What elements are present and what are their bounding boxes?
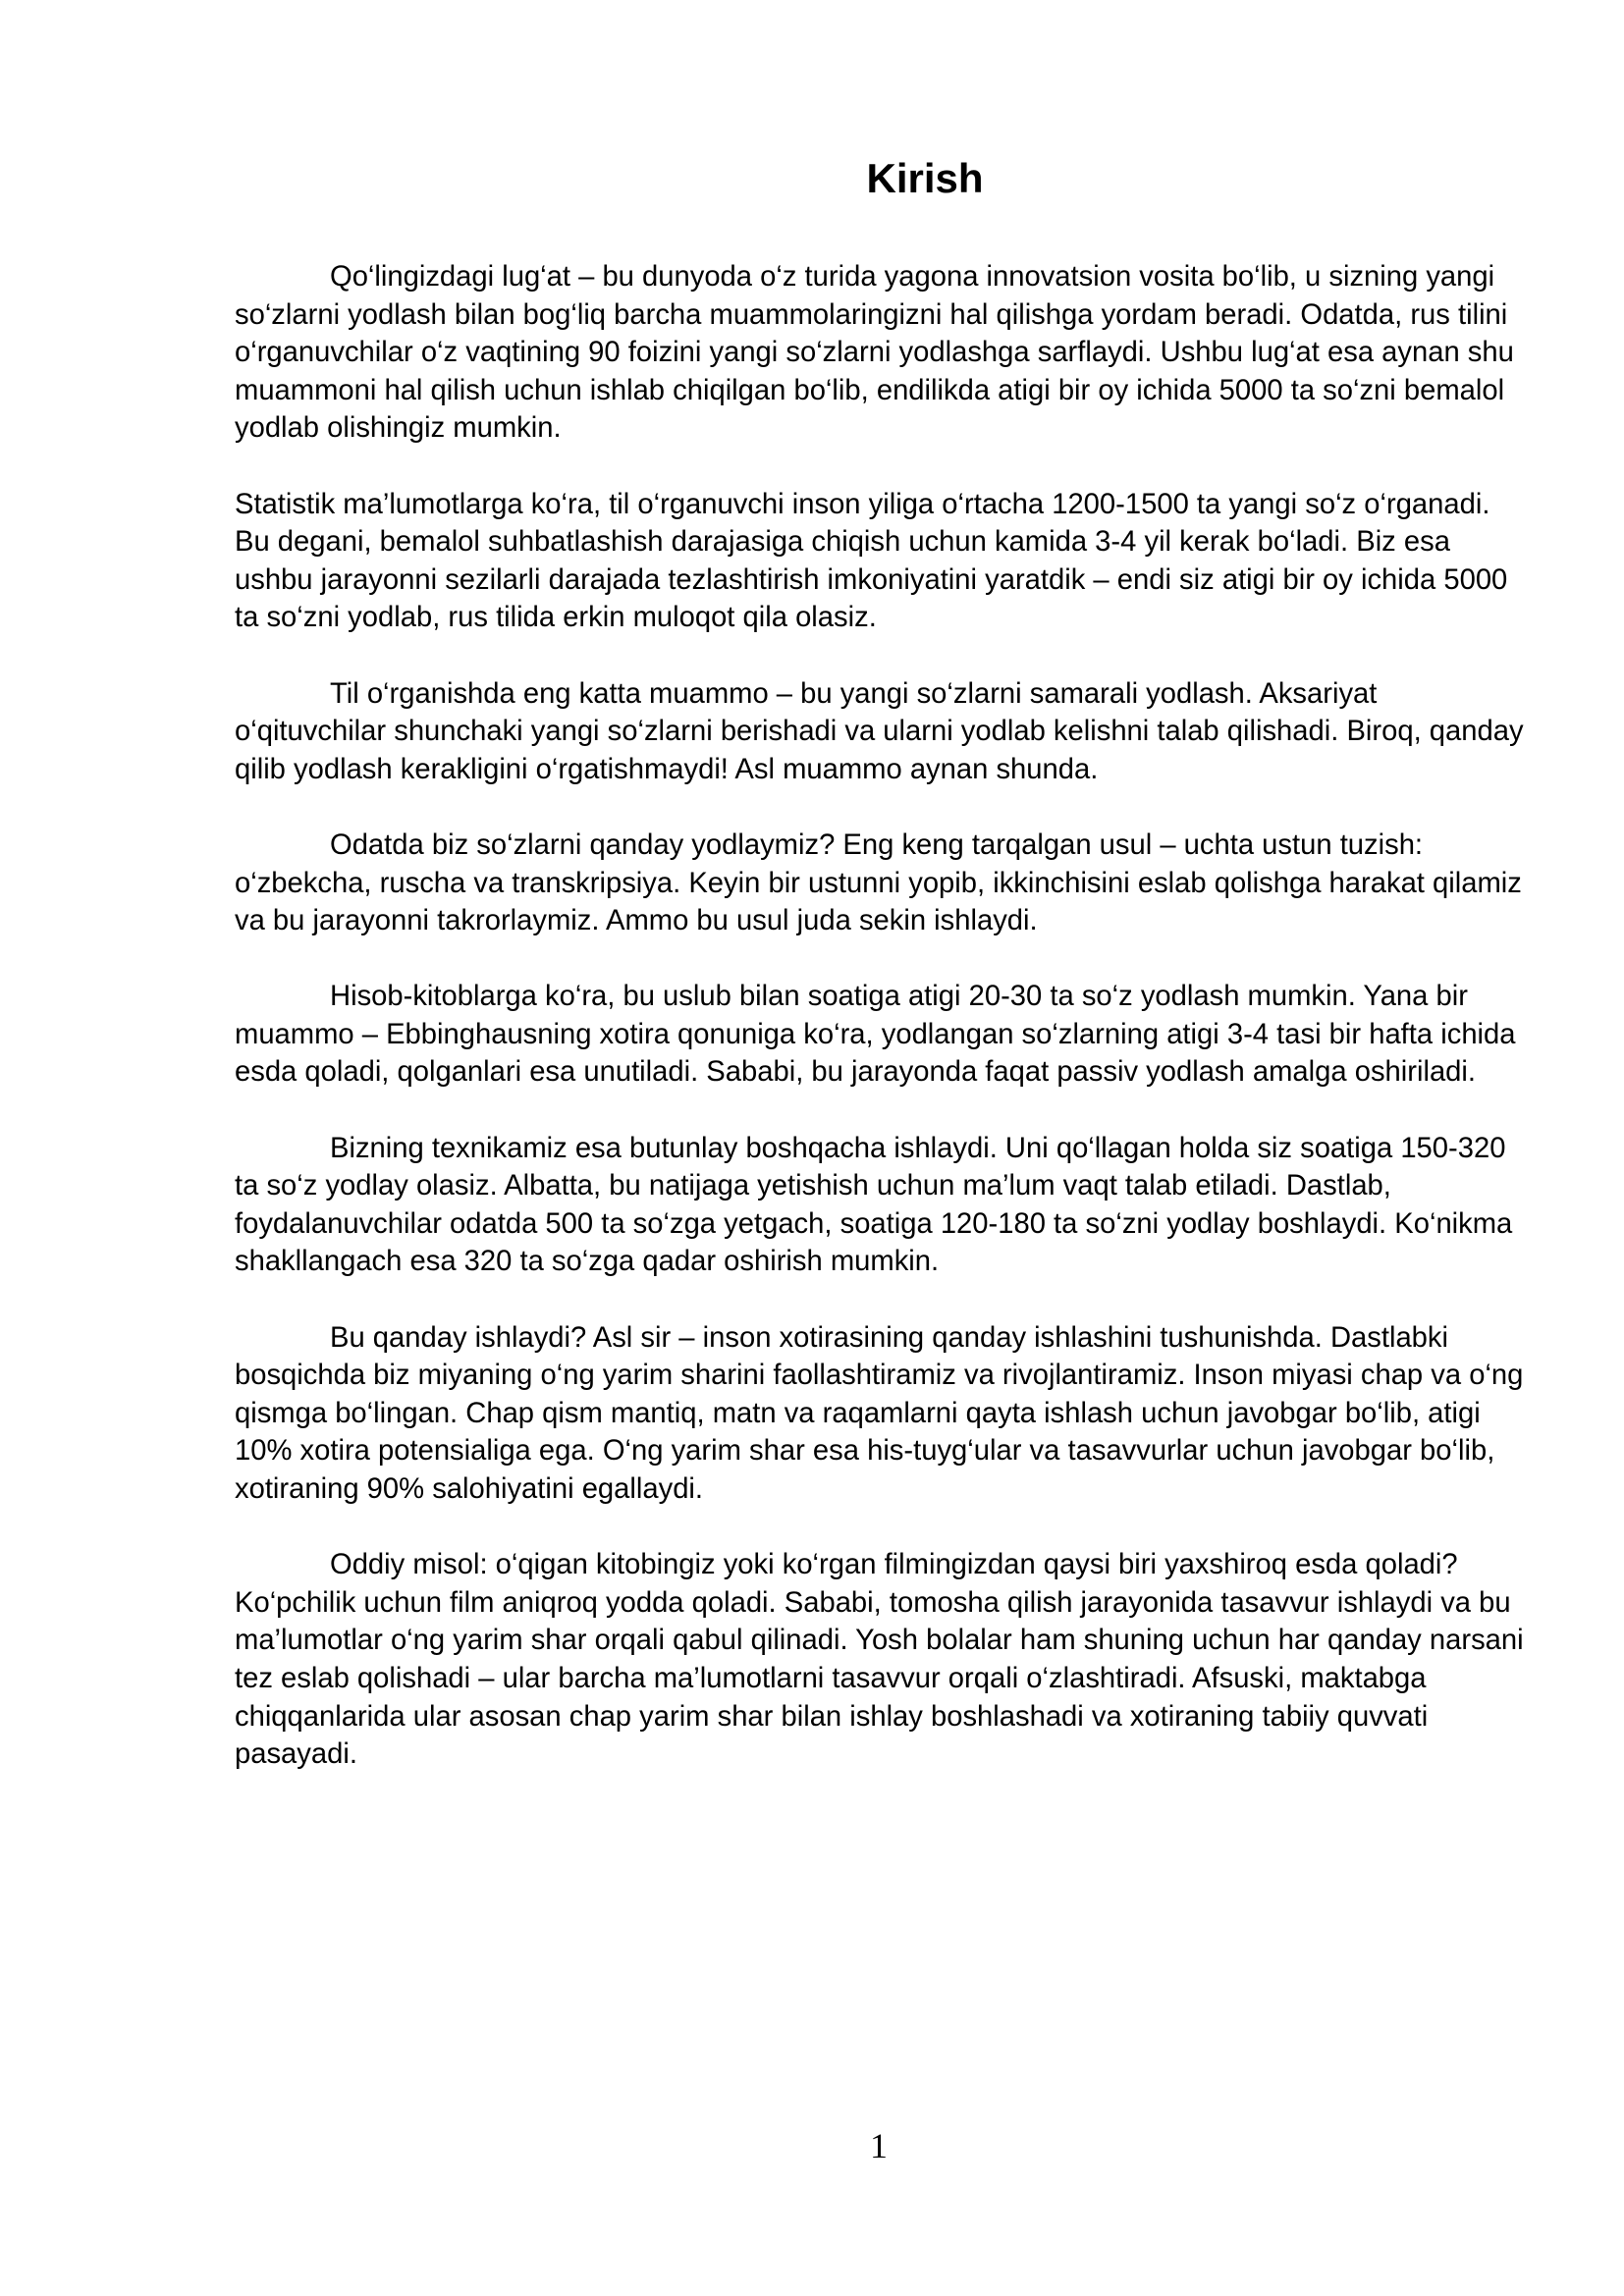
paragraph: Til o‘rganishda eng katta muammo – bu yangi so‘zlarni samarali yodlash. Aksariyat o‘qituvchilar shunchaki yangi so‘zlarni berishadi va ularni yodlab kelishni talab qilishadi. Biroq, qanday qilib yodlash kerakligini o‘rgatishmaydi! Asl muammo aynan shunda.: [235, 677, 1524, 785]
paragraph: Oddiy misol: o‘qigan kitobingiz yoki ko‘rgan filmingizdan qaysi biri yaxshiroq esda qoladi? Ko‘pchilik uchun film aniqroq yodda qoladi. Sababi, tomosha qilish jarayonida tasavvur ishlaydi va bu ma’lumotlar o‘ng yarim shar orqali qabul qilinadi. Yosh bolalar ham shuning uchun har qanday narsani tez eslab qolishadi – ular barcha ma’lumotlarni tasavvur orqali o‘zlashtiradi. Afsuski, maktabga chiqqanlarida ular asosan chap yarim shar bilan ishlay boshlashadi va xotiraning tabiiy quvvati pasayadi.: [235, 1549, 1524, 1771]
paragraph: Bu qanday ishlaydi? Asl sir – inson xotirasining qanday ishlashini tushunishda. Dastlabki bosqichda biz miyaning o‘ng yarim sharini faollashtiramiz va rivojlantiramiz. Inson miyasi chap va o‘ng qismga bo‘lingan. Chap qism mantiq, matn va raqamlarni qayta ishlash uchun javobgar bo‘lib, atigi 10% xotira potensialiga ega. O‘ng yarim shar esa his-tuyg‘ular va tasavvurlar uchun javobgar bo‘lib, xotiraning 90% salohiyatini egallaydi.: [235, 1321, 1524, 1505]
paragraph: Bizning texnikamiz esa butunlay boshqacha ishlaydi. Uni qo‘llagan holda siz soatiga 150-320 ta so‘z yodlay olasiz. Albatta, bu natijaga yetishish uchun ma’lum vaqt talab etiladi. Dastlab, foydalanuvchilar odatda 500 ta so‘zga yetgach, soatiga 120-180 ta so‘zni yodlay boshlaydi. Ko‘nikma shakllangach esa 320 ta so‘zga qadar oshirish mumkin.: [235, 1132, 1513, 1278]
page-title: Kirish: [866, 155, 984, 201]
paragraph: Statistik ma’lumotlarga ko‘ra, til o‘rganuvchi inson yiliga o‘rtacha 1200-1500 ta yangi so‘z o‘rganadi. Bu degani, bemalol suhbatlashish darajasiga chiqish uchun kamida 3-4 yil kerak bo‘ladi. Biz esa ushbu jarayonni sezilarli darajada tezlashtirish imkoniyatini yaratdik – endi siz atigi bir oy ichida 5000 ta so‘zni yodlab, rus tilida erkin muloqot qila olasiz.: [235, 488, 1508, 634]
document-body: [235, 258, 1529, 1774]
paragraph: Odatda biz so‘zlarni qanday yodlaymiz? Eng keng tarqalgan usul – uchta ustun tuzish: o‘zbekcha, ruscha va transkripsiya. Keyin bir ustunni yopib, ikkinchisini eslab qolishga harakat qilamiz va bu jarayonni takrorlaymiz. Ammo bu usul juda sekin ishlaydi.: [235, 828, 1522, 937]
page-number: 1: [870, 2126, 888, 2165]
paragraph: Hisob-kitoblarga ko‘ra, bu uslub bilan soatiga atigi 20-30 ta so‘z yodlash mumkin. Yana bir muammo – Ebbinghausning xotira qonuniga ko‘ra, yodlangan so‘zlarning atigi 3-4 tasi bir hafta ichida esda qoladi, qolganlari esa unutiladi. Sababi, bu jarayonda faqat passiv yodlash amalga oshiriladi.: [235, 981, 1516, 1089]
paragraph: Qo‘lingizdagi lug‘at – bu dunyoda o‘z turida yagona innovatsion vosita bo‘lib, u sizning yangi so‘zlarni yodlash bilan bog‘liq barcha muammolaringizni hal qilishga yordam beradi. Odatda, rus tilini o‘rganuvchilar o‘z vaqtining 90 foizini yangi so‘zlarni yodlashga sarflaydi. Ushbu lug‘at esa aynan shu muammoni hal qilish uchun ishlab chiqilgan bo‘lib, endilikda atigi bir oy ichida 5000 ta so‘zni bemalol yodlab olishingiz mumkin.: [235, 261, 1514, 445]
